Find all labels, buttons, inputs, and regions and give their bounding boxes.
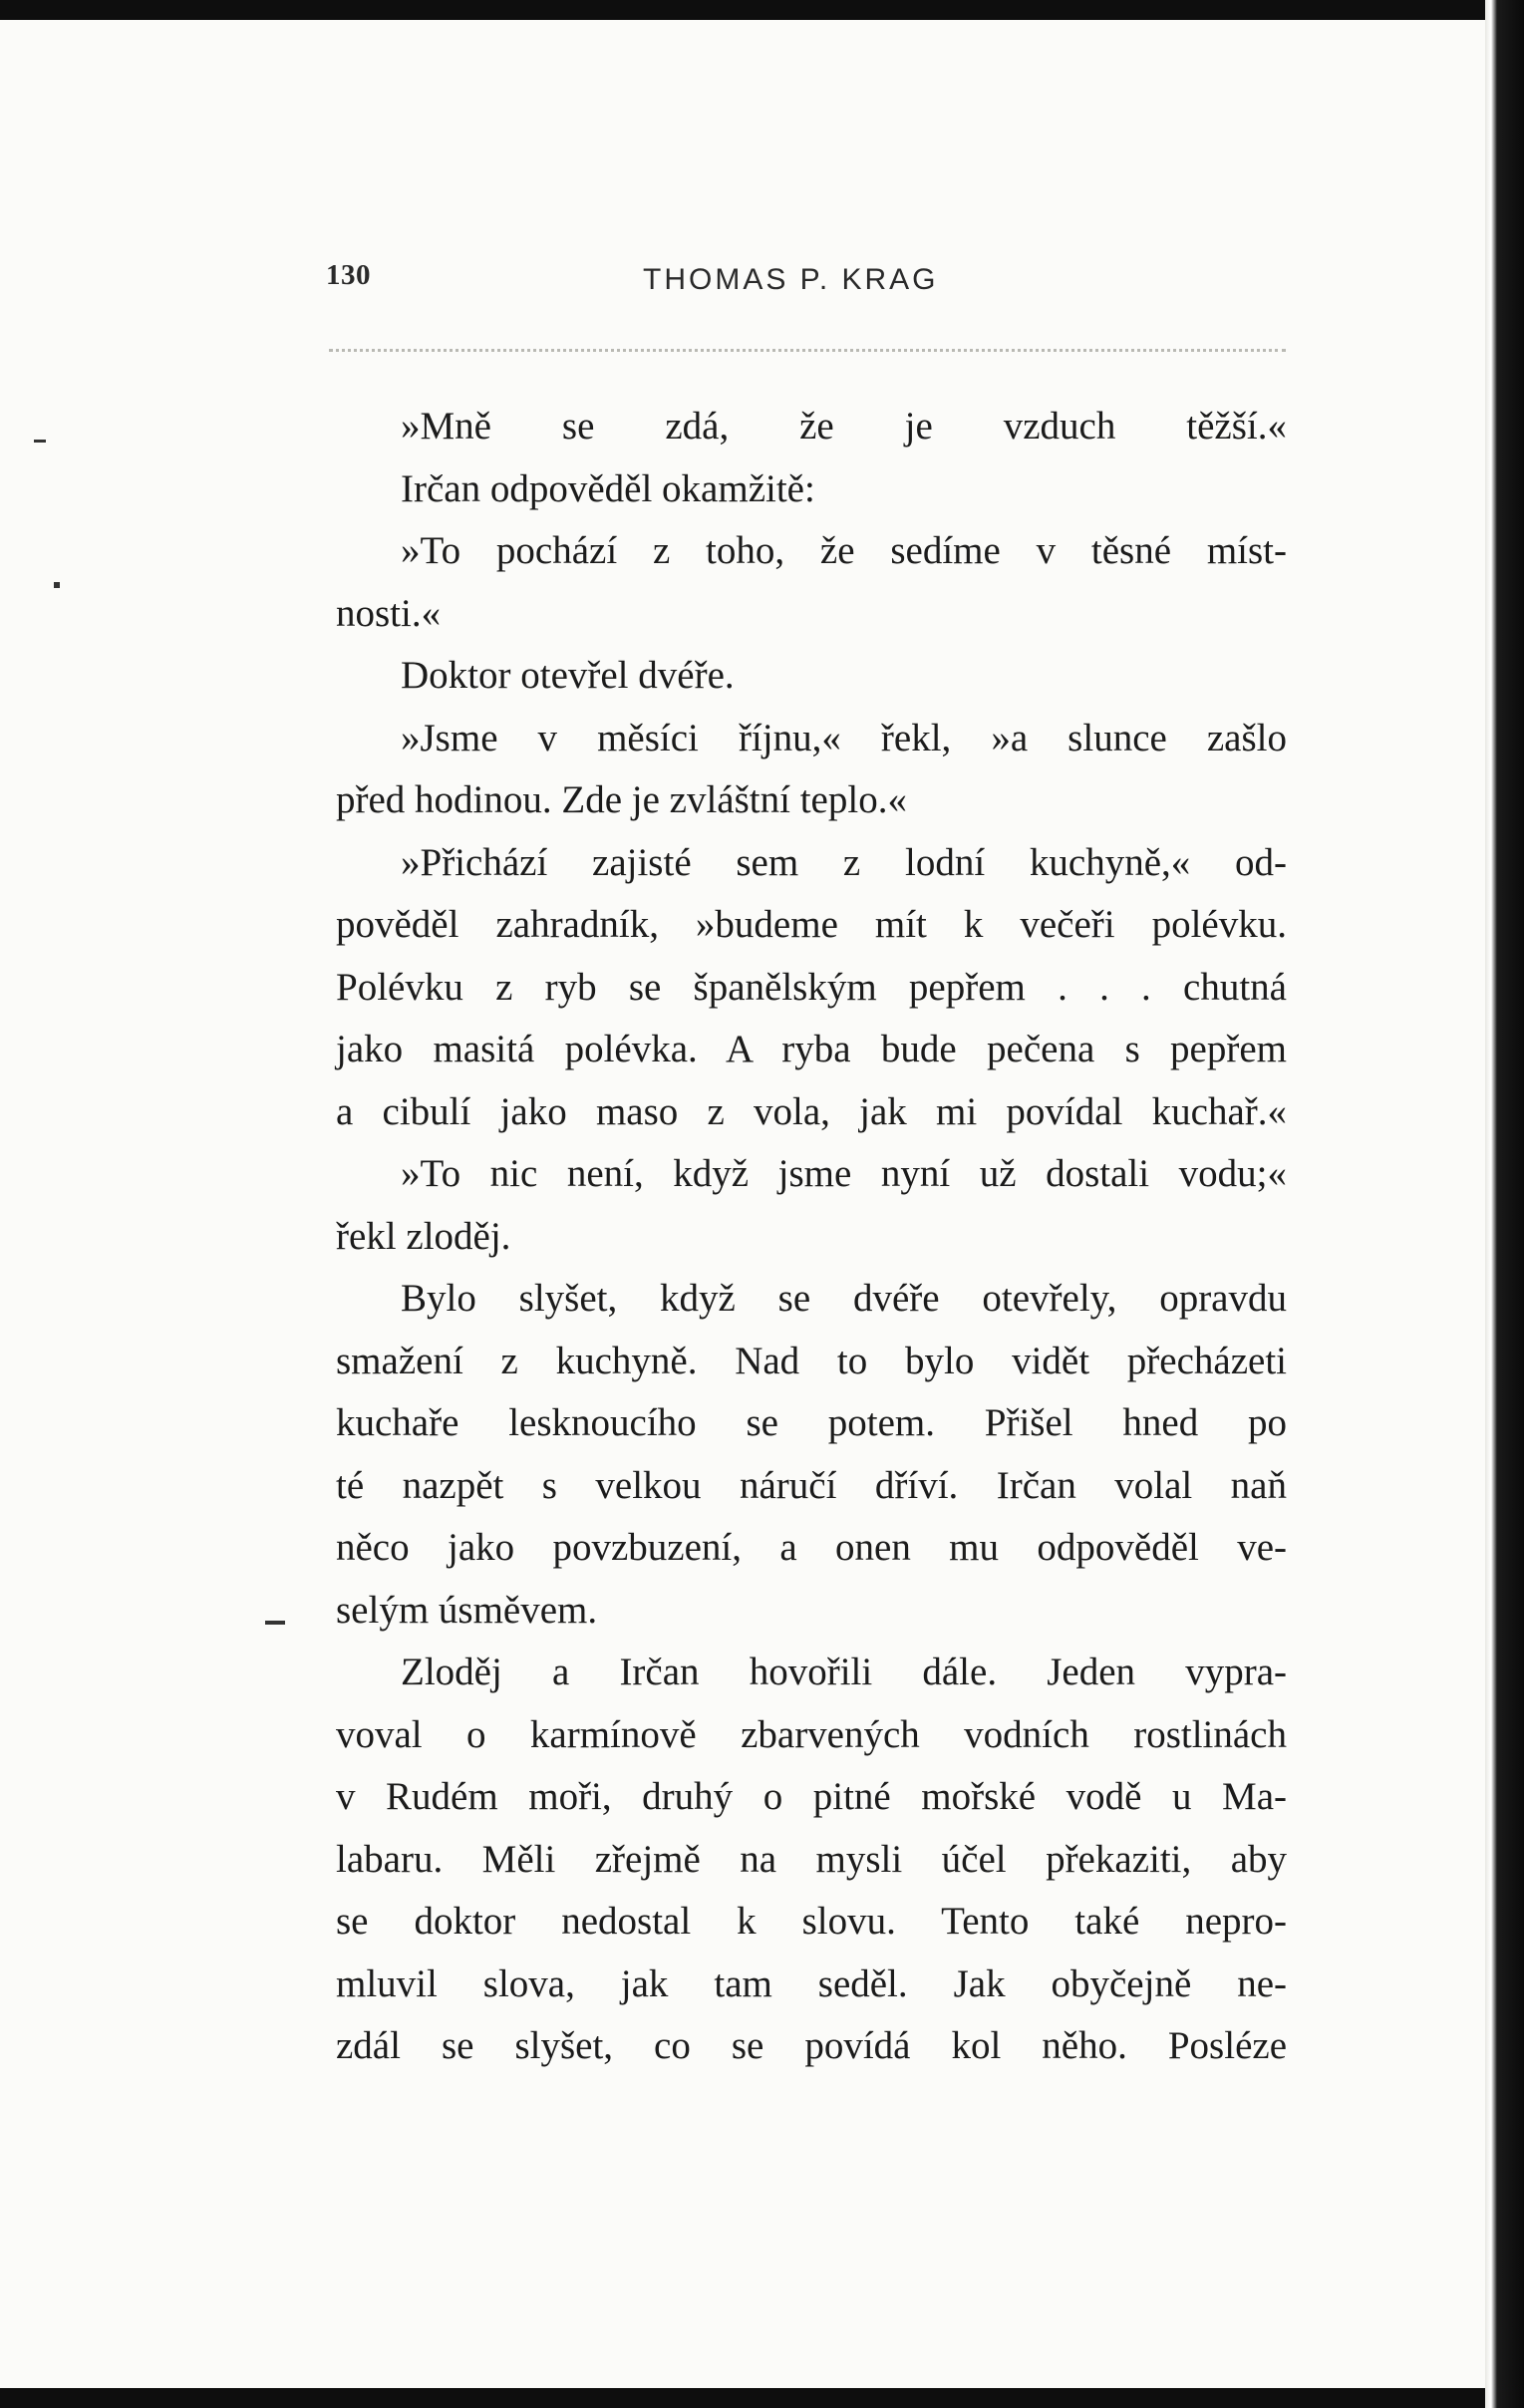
- text-line: labaru. Měli zřejmě na mysli účel překaziti, aby: [336, 1837, 1287, 1881]
- text-line: »Přichází zajisté sem z lodní kuchyně,« od-: [401, 840, 1287, 884]
- text-line: té nazpět s velkou náručí dříví. Irčan volal naň: [336, 1463, 1287, 1507]
- text-line: v Rudém moři, druhý o pitné mořské vodě u Ma-: [336, 1775, 1287, 1818]
- margin-speck: [34, 440, 46, 443]
- text-line: pověděl zahradník, »budeme mít k večeři polévku.: [336, 903, 1287, 946]
- text-line: nosti.«: [336, 591, 442, 635]
- margin-speck: [54, 582, 60, 588]
- text-line: smažení z kuchyně. Nad to bylo vidět přecházeti: [336, 1339, 1287, 1382]
- text-line: »Jsme v měsíci říjnu,« řekl, »a slunce zašlo: [401, 716, 1287, 759]
- text-line: »Mně se zdá, že je vzduch těžší.«: [401, 405, 1287, 448]
- text-line: a cibulí jako maso z vola, jak mi povídal kuchař.«: [336, 1089, 1287, 1133]
- text-line: řekl zloděj.: [336, 1214, 511, 1258]
- body-text: [336, 396, 1287, 2078]
- page-number: 130: [326, 259, 371, 291]
- text-line: zdál se slyšet, co se povídá kol něho. Posléze: [336, 2024, 1287, 2067]
- page-edge: [1485, 0, 1524, 2408]
- page-header: [326, 257, 1283, 307]
- text-line: voval o karmínově zbarvených vodních rostlinách: [336, 1712, 1287, 1756]
- text-line: Zloděj a Irčan hovořili dále. Jeden vypra-: [401, 1651, 1287, 1693]
- text-line: něco jako povzbuzení, a onen mu odpověděl ve-: [336, 1526, 1287, 1569]
- text-line: jako masitá polévka. A ryba bude pečena s pepřem: [336, 1028, 1287, 1070]
- text-line: mluvil slova, jak tam seděl. Jak obyčejně ne-: [336, 1961, 1287, 2005]
- margin-speck: [265, 1621, 285, 1625]
- header-rule: [329, 349, 1286, 352]
- text-line: Doktor otevřel dvéře.: [401, 654, 735, 697]
- text-line: před hodinou. Zde je zvláštní teplo.«: [336, 778, 907, 821]
- text-line: kuchaře lesknoucího se potem. Přišel hned po: [336, 1401, 1287, 1444]
- text-line: Bylo slyšet, když se dvéře otevřely, opravdu: [401, 1277, 1287, 1320]
- text-line: se doktor nedostal k slovu. Tento také nepro-: [336, 1900, 1287, 1943]
- running-title: THOMAS P. KRAG: [643, 263, 939, 296]
- text-line: Polévku z ryb se španělským pepřem . . . chutná: [336, 965, 1287, 1009]
- text-line: »To pochází z toho, že sedíme v těsné míst-: [401, 529, 1287, 572]
- text-line: selým úsměvem.: [336, 1588, 598, 1632]
- text-line: Irčan odpověděl okamžitě:: [401, 466, 815, 510]
- text-line: »To nic není, když jsme nyní už dostali vodu;«: [401, 1152, 1287, 1195]
